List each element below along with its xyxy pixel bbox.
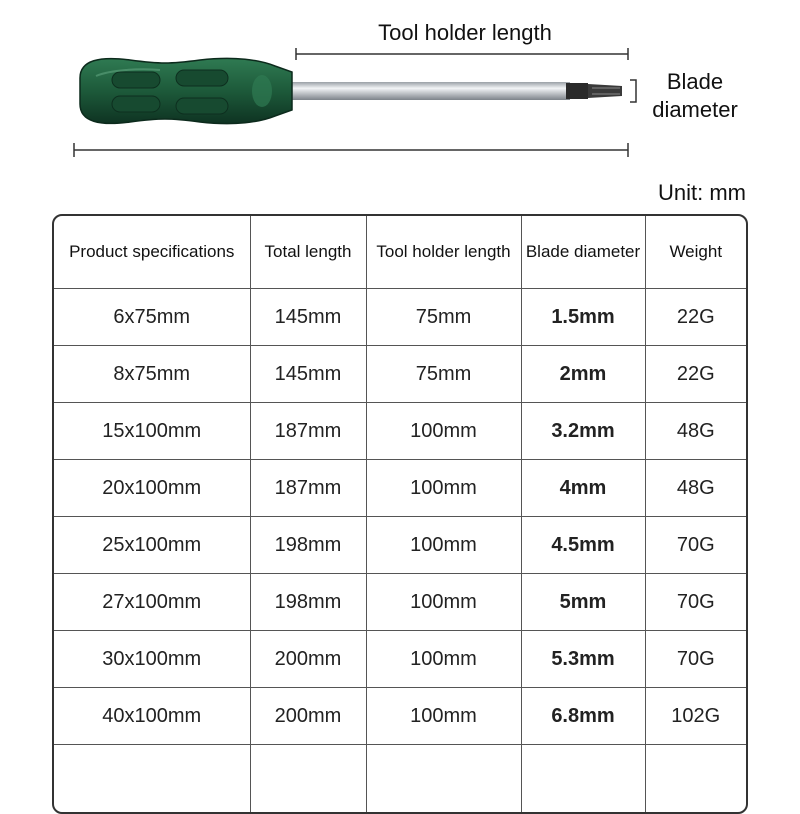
grip-pad — [176, 70, 228, 86]
grip-pad — [112, 72, 160, 88]
cell-blade-diameter: 4.5mm — [521, 517, 645, 574]
spec-table-container — [52, 214, 748, 814]
cell-total-length: 187mm — [250, 460, 366, 517]
cell-weight: 22G — [645, 289, 746, 346]
tool-holder-length-label: Tool holder length — [300, 20, 630, 46]
table-row — [54, 688, 746, 745]
cell-total-length: 145mm — [250, 289, 366, 346]
cell-weight: 70G — [645, 517, 746, 574]
cell-spec: 30x100mm — [54, 631, 250, 688]
cell-weight: 70G — [645, 631, 746, 688]
cell-tool-holder-length: 75mm — [366, 346, 521, 403]
cell-tool-holder-length: 100mm — [366, 460, 521, 517]
cell-blade-diameter: 5mm — [521, 574, 645, 631]
screwdriver-shaft — [290, 82, 570, 100]
cell-blade-diameter: 2mm — [521, 346, 645, 403]
cell-weight: 102G — [645, 688, 746, 745]
header-product-specifications: Product specifications — [54, 216, 250, 289]
blade-diameter-bracket — [630, 80, 636, 102]
tool-diagram — [0, 0, 800, 170]
cell-tool-holder-length: 100mm — [366, 517, 521, 574]
cell-total-length: 200mm — [250, 631, 366, 688]
cell-weight: 48G — [645, 403, 746, 460]
cell-blade-diameter: 3.2mm — [521, 403, 645, 460]
table-header-row — [54, 216, 746, 289]
screwdriver-tip-collar — [566, 83, 588, 99]
table-row — [54, 460, 746, 517]
screwdriver-blade-tip — [588, 84, 622, 98]
table-row — [54, 517, 746, 574]
cell-weight: 48G — [645, 460, 746, 517]
blade-diameter-label — [640, 68, 750, 124]
table-row — [54, 346, 746, 403]
cell-total-length: 145mm — [250, 346, 366, 403]
cell-spec: 20x100mm — [54, 460, 250, 517]
cell-blade-diameter: 4mm — [521, 460, 645, 517]
cell-blade-diameter: 6.8mm — [521, 688, 645, 745]
cell-spec: 15x100mm — [54, 403, 250, 460]
grip-pad — [112, 96, 160, 112]
grip-pad — [176, 98, 228, 114]
cell-spec: 25x100mm — [54, 517, 250, 574]
cell-spec: 8x75mm — [54, 346, 250, 403]
header-tool-holder-length: Tool holder length — [366, 216, 521, 289]
cell-blade-diameter: 1.5mm — [521, 289, 645, 346]
table-empty-row — [54, 745, 746, 814]
unit-label: Unit: mm — [658, 180, 746, 206]
cell-spec: 6x75mm — [54, 289, 250, 346]
spec-table — [54, 216, 746, 814]
cell-tool-holder-length: 100mm — [366, 631, 521, 688]
cell-total-length: 198mm — [250, 517, 366, 574]
cell-blade-diameter: 5.3mm — [521, 631, 645, 688]
cell-tool-holder-length: 100mm — [366, 403, 521, 460]
table-row — [54, 403, 746, 460]
cell-weight: 70G — [645, 574, 746, 631]
table-row — [54, 289, 746, 346]
cell-total-length: 200mm — [250, 688, 366, 745]
header-blade-diameter: Blade diameter — [521, 216, 645, 289]
cell-spec: 27x100mm — [54, 574, 250, 631]
cell-total-length: 198mm — [250, 574, 366, 631]
blade-label-line1: Blade — [640, 68, 750, 96]
header-weight: Weight — [645, 216, 746, 289]
cell-tool-holder-length: 75mm — [366, 289, 521, 346]
cell-total-length: 187mm — [250, 403, 366, 460]
header-total-length: Total length — [250, 216, 366, 289]
cell-tool-holder-length: 100mm — [366, 574, 521, 631]
table-row — [54, 574, 746, 631]
cell-spec: 40x100mm — [54, 688, 250, 745]
table-row — [54, 631, 746, 688]
cell-weight: 22G — [645, 346, 746, 403]
blade-label-line2: diameter — [640, 96, 750, 124]
cell-tool-holder-length: 100mm — [366, 688, 521, 745]
